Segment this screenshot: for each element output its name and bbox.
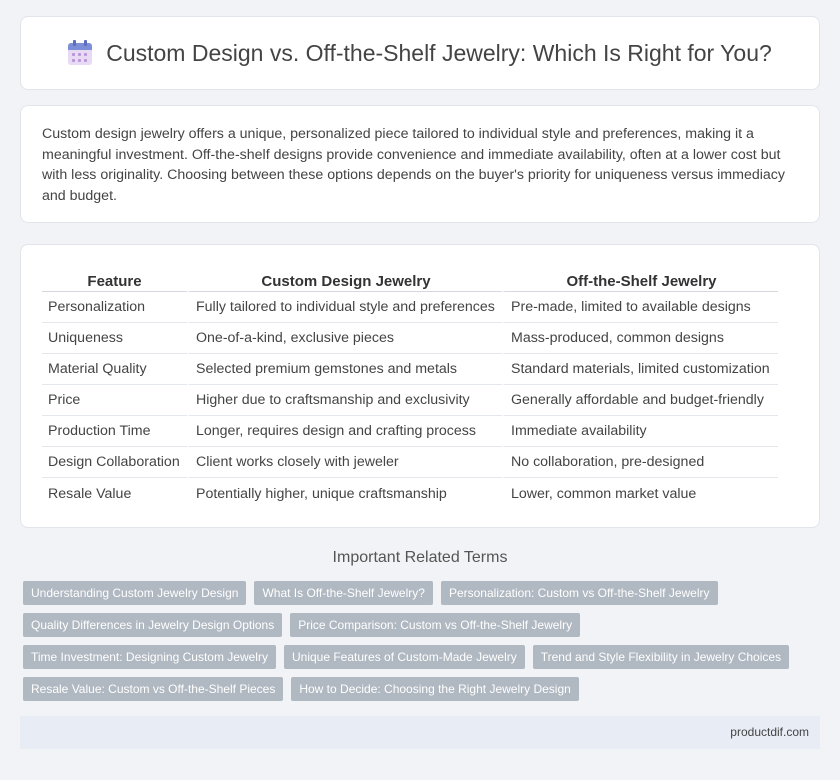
table-cell: Longer, requires design and crafting process <box>187 416 502 447</box>
calendar-icon <box>68 40 92 66</box>
table-cell: Material Quality <box>42 354 187 385</box>
table-cell: Higher due to craftsmanship and exclusivity <box>187 385 502 416</box>
table-row <box>42 478 778 509</box>
table-cell: Selected premium gemstones and metals <box>187 354 502 385</box>
table-cell: Client works closely with jeweler <box>187 447 502 478</box>
related-terms-list <box>23 581 813 701</box>
table-cell: Design Collaboration <box>42 447 187 478</box>
header-custom: Custom Design Jewelry <box>187 263 502 292</box>
header-card <box>20 16 820 90</box>
related-term-tag[interactable]: Personalization: Custom vs Off-the-Shelf Jewelry <box>441 581 718 605</box>
table-cell: Pre-made, limited to available designs <box>502 292 778 323</box>
related-term-tag[interactable]: Time Investment: Designing Custom Jewelry <box>23 645 276 669</box>
table-cell: One-of-a-kind, exclusive pieces <box>187 323 502 354</box>
related-term-tag[interactable]: How to Decide: Choosing the Right Jewelry Design <box>291 677 578 701</box>
table-cell: Personalization <box>42 292 187 323</box>
comparison-table <box>42 263 778 509</box>
related-term-tag[interactable]: Understanding Custom Jewelry Design <box>23 581 246 605</box>
header-feature: Feature <box>42 263 187 292</box>
table-row <box>42 292 778 323</box>
related-term-tag[interactable]: Price Comparison: Custom vs Off-the-Shelf Jewelry <box>290 613 580 637</box>
related-term-tag[interactable]: Unique Features of Custom-Made Jewelry <box>284 645 525 669</box>
related-term-tag[interactable]: Resale Value: Custom vs Off-the-Shelf Pieces <box>23 677 283 701</box>
table-cell: Immediate availability <box>502 416 778 447</box>
table-row <box>42 323 778 354</box>
header-off-the-shelf: Off-the-Shelf Jewelry <box>502 263 778 292</box>
related-term-tag[interactable]: Quality Differences in Jewelry Design Options <box>23 613 282 637</box>
table-cell: Lower, common market value <box>502 478 778 509</box>
table-header-row <box>42 263 778 292</box>
table-row <box>42 416 778 447</box>
comparison-card <box>20 244 820 528</box>
table-cell: Uniqueness <box>42 323 187 354</box>
intro-text: Custom design jewelry offers a unique, personalized piece tailored to individual style and preferences, making it a meaningful investment. Off-the-shelf designs provide convenience and immediate availability, often at a lower cost but with less originality. Choosing between these options depends on the buyer's priority for uniqueness versus immediacy and budget. <box>42 126 785 204</box>
table-row <box>42 354 778 385</box>
table-cell: Production Time <box>42 416 187 447</box>
intro-card <box>20 105 820 223</box>
table-cell: Generally affordable and budget-friendly <box>502 385 778 416</box>
table-row <box>42 447 778 478</box>
table-cell: Resale Value <box>48 485 132 502</box>
footer <box>20 716 820 749</box>
page-title: Custom Design vs. Off-the-Shelf Jewelry: Which Is Right for You? <box>106 39 772 66</box>
table-cell: Fully tailored to individual style and preferences <box>187 292 502 323</box>
related-term-tag[interactable]: Trend and Style Flexibility in Jewelry Choices <box>533 645 789 669</box>
footer-site-link[interactable]: productdif.com <box>730 725 809 739</box>
table-cell: Potentially higher, unique craftsmanship <box>187 478 502 509</box>
related-term-tag[interactable]: What Is Off-the-Shelf Jewelry? <box>254 581 433 605</box>
table-cell: No collaboration, pre-designed <box>502 447 778 478</box>
table-cell: Price <box>42 385 187 416</box>
table-row <box>42 385 778 416</box>
table-cell: Standard materials, limited customization <box>502 354 778 385</box>
table-cell: Mass-produced, common designs <box>502 323 778 354</box>
related-terms-title: Important Related Terms <box>332 549 508 566</box>
